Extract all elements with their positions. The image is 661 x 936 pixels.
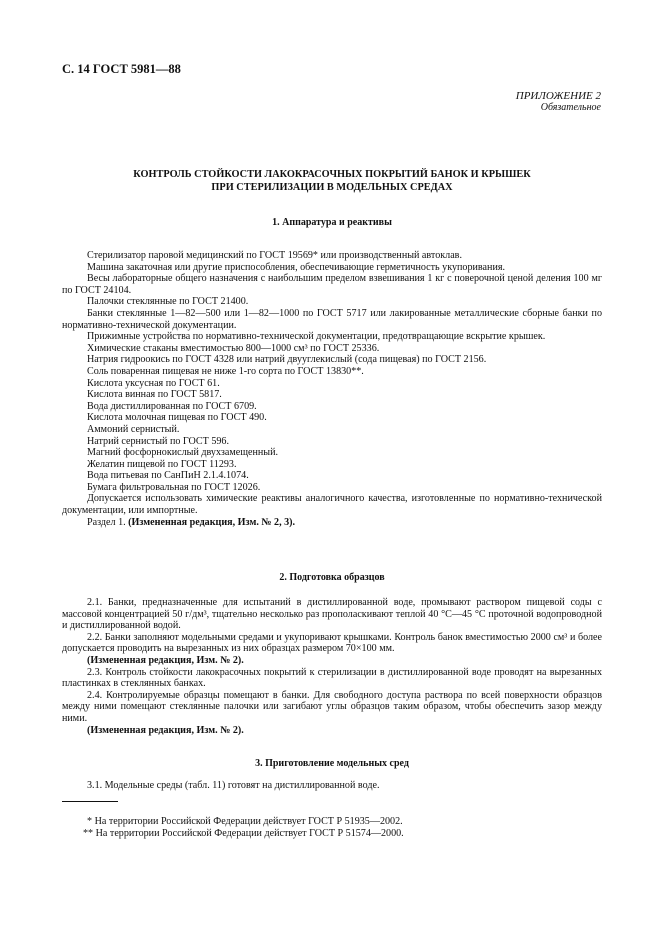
footnote-2: ** На территории Российской Федерации действует ГОСТ Р 51574—2000. (83, 827, 404, 839)
section-2-body (62, 597, 602, 736)
document-title (62, 168, 602, 194)
section-3-body (62, 780, 602, 792)
footnote-divider (62, 801, 118, 802)
footnotes (62, 816, 602, 839)
list-item: Машина закаточная или другие приспособления, обеспечивающие герметичность укупоривания. (87, 261, 506, 273)
list-item: Стерилизатор паровой медицинский по ГОСТ 19569* или производственный автоклав. (87, 250, 462, 261)
list-item: Натрия гидроокись по ГОСТ 4328 или натрий двууглекислый (сода пищевая) по ГОСТ 2156. (87, 354, 487, 366)
list-item: Химические стаканы вместимостью 800—1000 см³ по ГОСТ 25336. (87, 342, 380, 354)
list-item: Натрий сернистый по ГОСТ 596. (87, 435, 230, 447)
list-item: Соль поваренная пищевая не ниже 1-го сорта по ГОСТ 13830**. (87, 365, 364, 377)
title-line-1: КОНТРОЛЬ СТОЙКОСТИ ЛАКОКРАСОЧНЫХ ПОКРЫТИЙ БАНОК И КРЫШЕК (133, 169, 531, 180)
list-item: Вода питьевая по СанПиН 2.1.4.1074. (87, 470, 249, 482)
revision-note: (Измененная редакция, Изм. № 2). (87, 654, 244, 666)
section-1-heading: 1. Аппаратура и реактивы (272, 217, 392, 228)
list-item: Палочки стеклянные по ГОСТ 21400. (87, 296, 249, 308)
paragraph-2-4: 2.4. Контролируемые образцы помещают в банки. Для свободного доступа раствора по всей поверхности образцов между ними помещают стеклянные палочки или загибают углы образцов таким образом, чтобы обеспечить зазор между ними. (62, 689, 602, 724)
list-item: Кислота уксусная по ГОСТ 61. (87, 377, 220, 389)
list-item: Банки стеклянные 1—82—500 или 1—82—1000 по ГОСТ 5717 или лакированные металлические сборные банки по нормативно-технической документации. (62, 307, 602, 331)
title-line-2: ПРИ СТЕРИЛИЗАЦИИ В МОДЕЛЬНЫХ СРЕДАХ (211, 182, 453, 193)
appendix-status: Обязательное (540, 102, 601, 113)
list-item: Кислота винная по ГОСТ 5817. (87, 389, 222, 401)
paragraph-2-1: 2.1. Банки, предназначенные для испытаний в дистиллированной воде, промывают раствором пищевой соды с массовой концентрацией 50 г/дм³, тщательно несколько раз прополаскивают теплой 40 °С—45 °С проточной водопроводной и дистиллированной водой. (62, 597, 602, 632)
revision-note (62, 517, 602, 529)
section-3-heading: 3. Приготовление модельных сред (255, 758, 409, 769)
list-item: Весы лабораторные общего назначения с наибольшим пределом взвешивания 1 кг с поверочной ценой деления 100 мг по ГОСТ 24104. (62, 273, 602, 296)
footnote-1: * На территории Российской Федерации действует ГОСТ Р 51935—2002. (87, 816, 403, 827)
list-item: Прижимные устройства по нормативно-технической документации, предотвращающие вскрытие крышек. (87, 331, 546, 343)
list-item: Аммоний сернистый. (87, 423, 180, 435)
list-item: Вода дистиллированная по ГОСТ 6709. (87, 400, 257, 412)
list-item: Магний фосфорнокислый двухзамещенный. (87, 447, 278, 459)
paragraph-2-3: 2.3. Контроль стойкости лакокрасочных покрытий к стерилизации в дистиллированной воде проводят на вырезанных пластинках в стеклянных банках. (62, 666, 602, 690)
paragraph-3-1: 3.1. Модельные среды (табл. 11) готовят на дистиллированной воде. (87, 780, 380, 791)
paragraph-2-2: 2.2. Банки заполняют модельными средами и укупоривают крышками. Контроль банок вместимостью 2000 см³ и более допускается проводить на вырезанных из них образцах размером 70×100 мм. (62, 631, 602, 655)
appendix-title: ПРИЛОЖЕНИЕ 2 (515, 90, 601, 102)
page-header: С. 14 ГОСТ 5981—88 (62, 62, 181, 76)
section-2-heading: 2. Подготовка образцов (279, 572, 385, 583)
revision-note-prefix: Раздел 1. (87, 516, 129, 528)
appendix-label (516, 90, 601, 114)
revision-note: (Измененная редакция, Изм. № 2). (87, 724, 244, 736)
list-item: Желатин пищевой по ГОСТ 11293. (87, 458, 237, 470)
revision-note-bold: (Измененная редакция, Изм. № 2, 3). (128, 516, 296, 528)
section-1-body (62, 250, 602, 528)
list-item: Кислота молочная пищевая по ГОСТ 490. (87, 412, 267, 424)
list-item: Бумага фильтровальная по ГОСТ 12026. (87, 481, 261, 493)
list-item: Допускается использовать химические реактивы аналогичного качества, изготовленные по нормативно-технической документации, или импортные. (62, 493, 602, 517)
